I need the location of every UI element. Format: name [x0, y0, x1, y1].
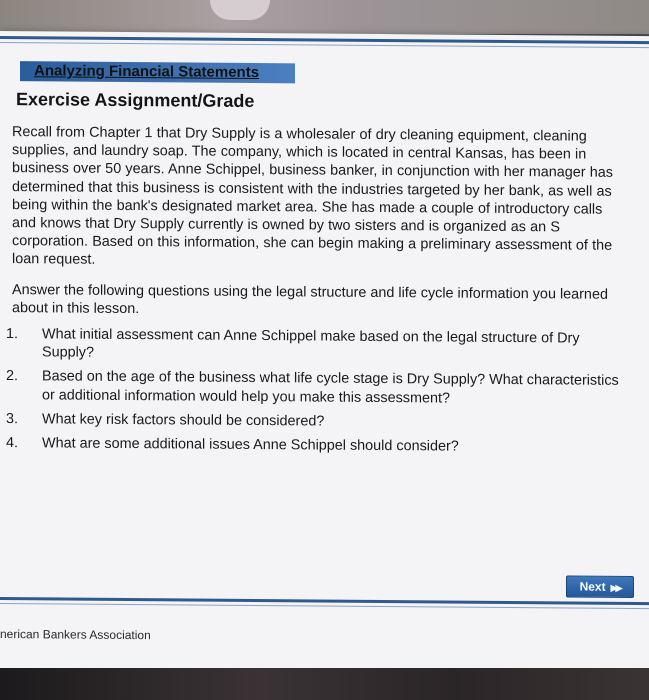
double-chevron-right-icon: ▶▶ — [610, 582, 621, 593]
background-photo-top — [0, 0, 649, 34]
question-text: What key risk factors should be considered? — [42, 411, 325, 430]
question-text: What are some additional issues Anne Schippel should consider? — [42, 435, 459, 455]
section-title-bar — [20, 61, 295, 83]
question-item — [6, 410, 629, 433]
question-item — [6, 434, 629, 457]
question-text: What initial assessment can Anne Schippel make based on the legal structure of Dry Supply? — [42, 326, 580, 361]
question-number: 2. — [6, 368, 19, 385]
background-photo-bottom — [0, 668, 649, 700]
question-text: Based on the age of the business what life cycle stage is Dry Supply? What characteristics or additional information would help you make this assessment? — [42, 368, 619, 407]
question-number: 1. — [6, 326, 19, 343]
page-heading: Exercise Assignment/Grade — [16, 89, 255, 111]
footer-copyright: nerican Bankers Association — [0, 627, 151, 643]
question-list — [6, 325, 629, 457]
next-button[interactable] — [566, 575, 634, 598]
course-screen — [0, 31, 649, 676]
intro-paragraph: Recall from Chapter 1 that Dry Supply is a wholesaler of dry cleaning equipment, cleaning supplies, and laundry soap. The company, which is located in central Kansas, has been in business over 50 years. Anne Schippel, business banker, in conjunction with her manager has determined that this business is consistent with the industries targeted by her bank, as well as being within the bank's designated market area. She has made a couple of introductory calls and knows that Dry Supply currently is owned by two sisters and is organized as an S corporation. Based on this information, she can begin making a preliminary assessment of the loan request. — [12, 124, 613, 269]
question-item — [6, 368, 629, 409]
question-number: 3. — [6, 410, 19, 427]
question-number: 4. — [6, 435, 19, 452]
content-body — [6, 123, 629, 463]
next-button-label: Next — [579, 579, 606, 594]
instructions-paragraph: Answer the following questions using the legal structure and life cycle information you learned about in this lesson. — [12, 281, 608, 317]
section-title: Analyzing Financial Statements — [34, 62, 260, 82]
question-item — [6, 325, 629, 366]
